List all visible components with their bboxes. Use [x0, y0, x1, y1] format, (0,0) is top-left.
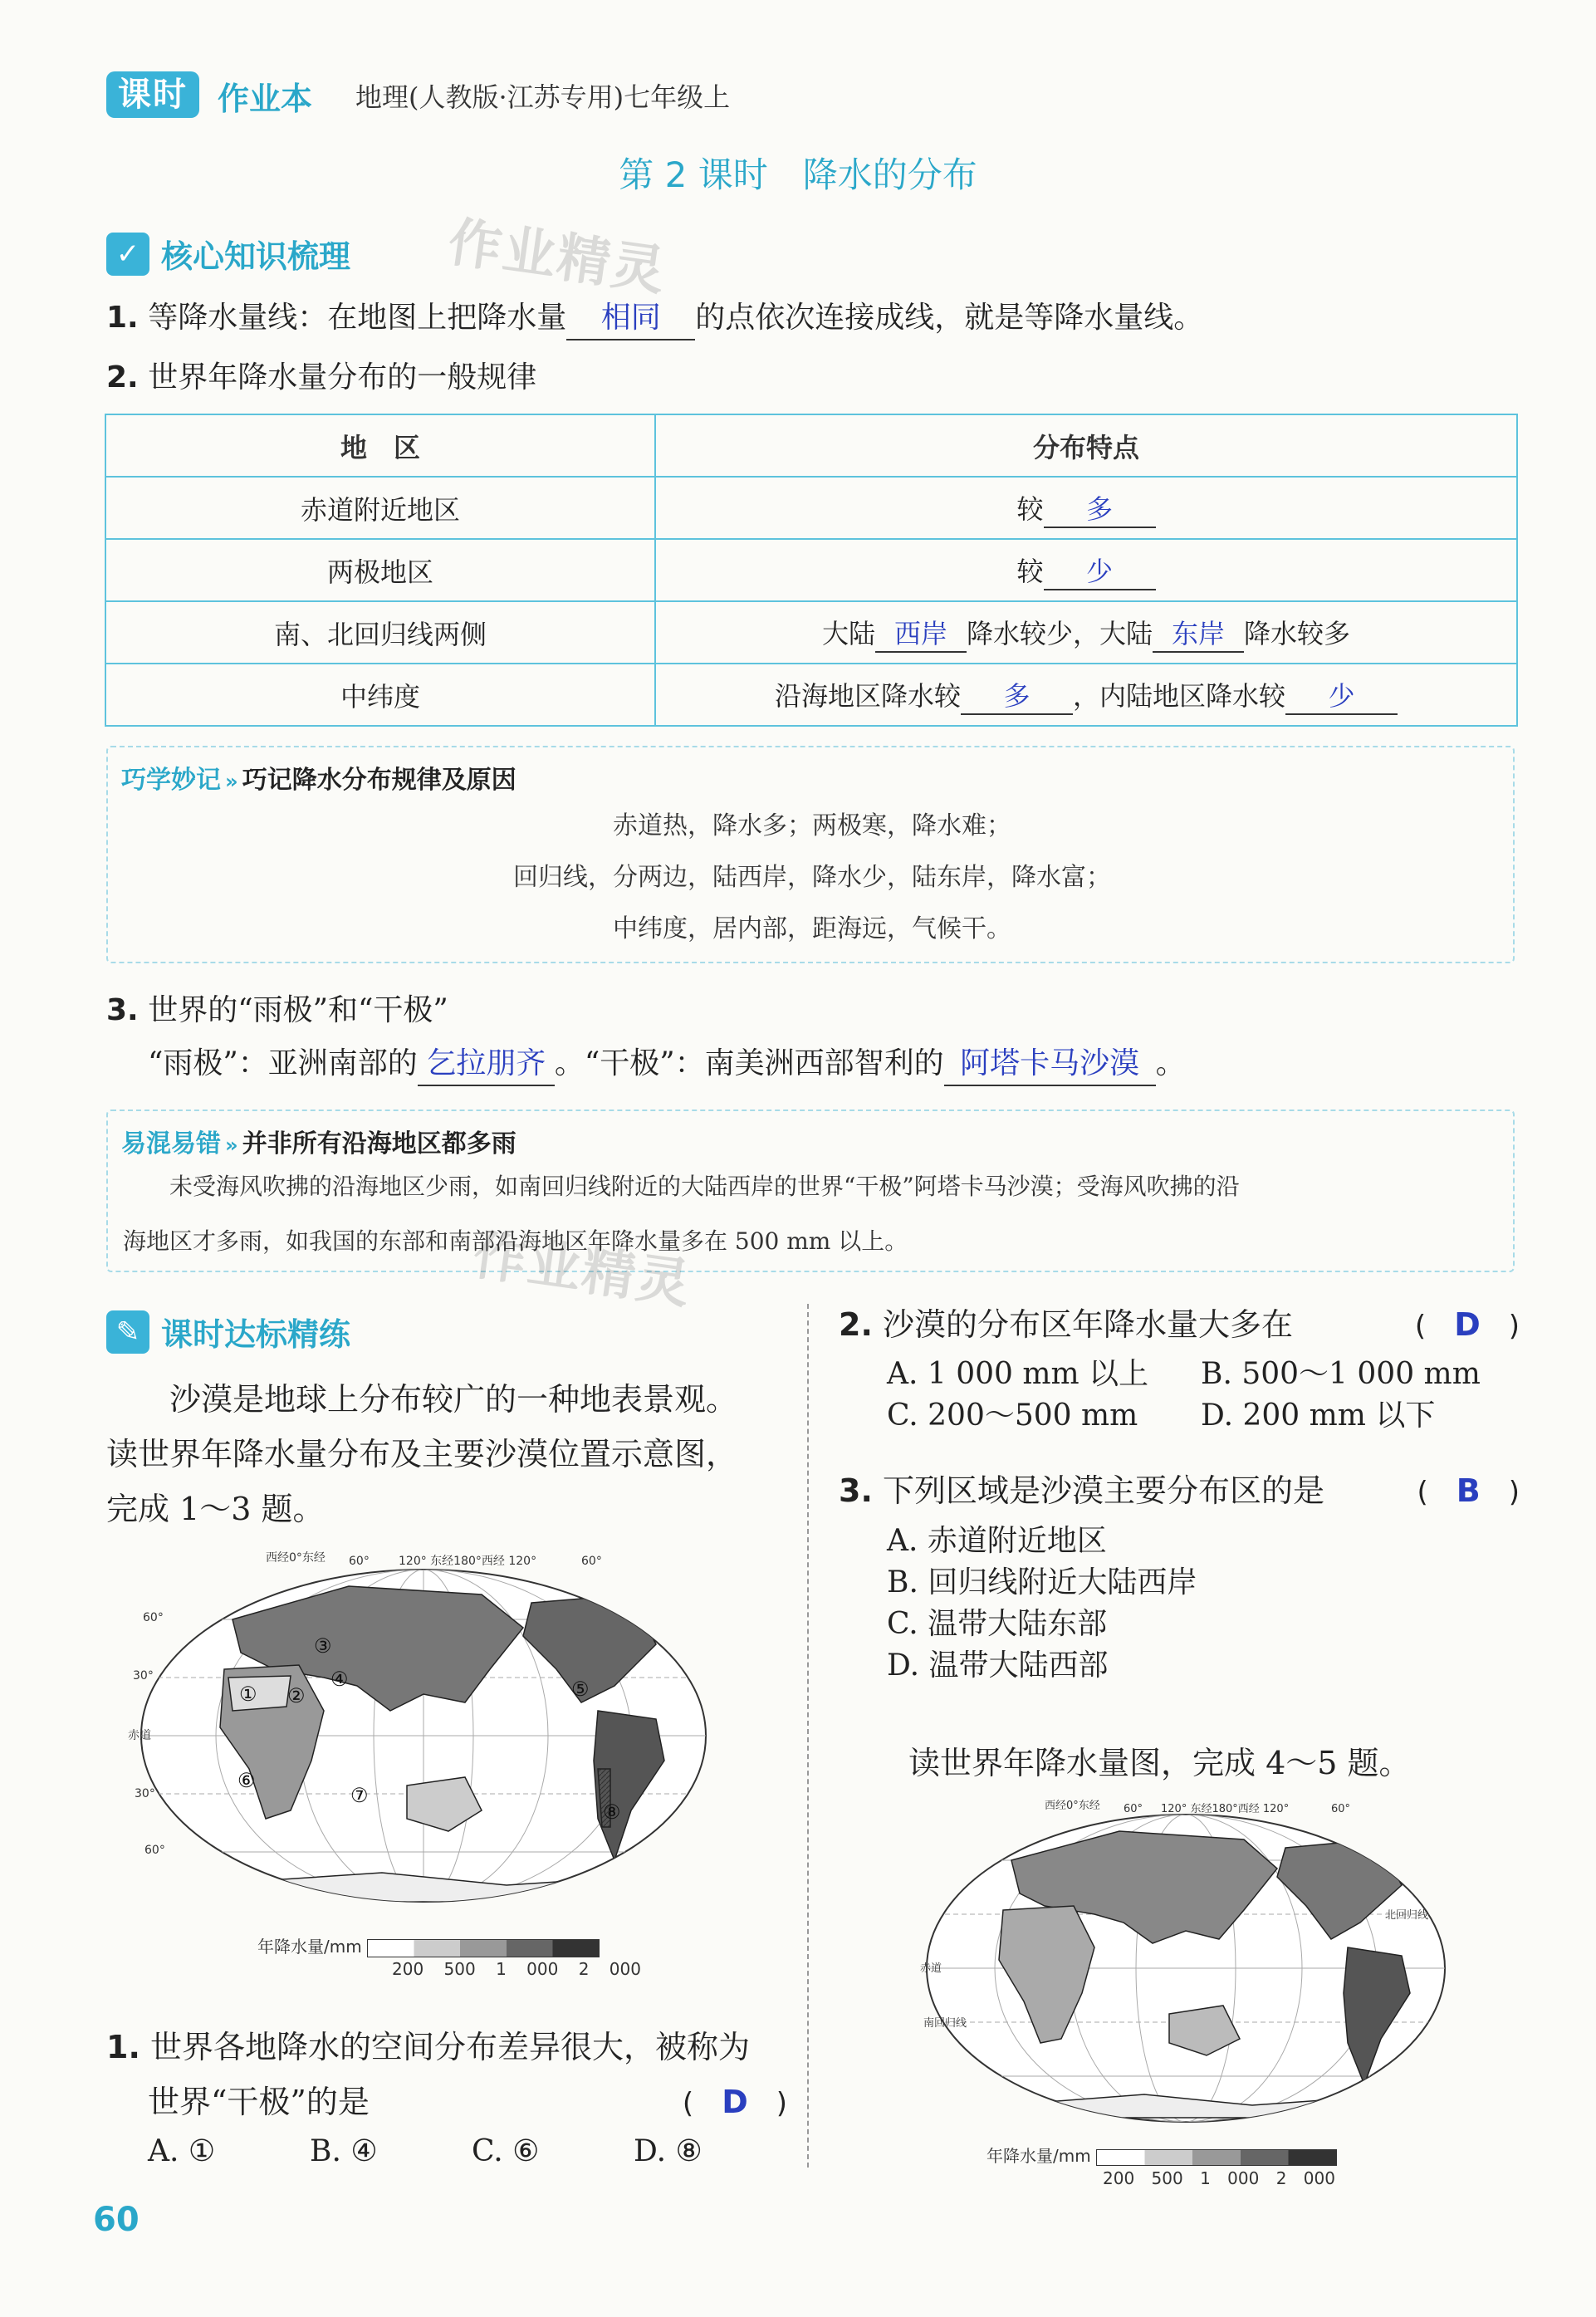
practice-question-2 — [839, 1297, 1520, 1437]
feature-text: 沿海地区降水较 — [774, 679, 961, 712]
marker-8: ⑧ — [603, 1800, 621, 1824]
marker-5: ⑤ — [571, 1678, 590, 1701]
practice-intro — [106, 1372, 737, 1536]
feature-answer: 多 — [961, 675, 1073, 715]
pq1-option: D. ⑧ — [634, 2134, 703, 2168]
practice-question-1 — [106, 2020, 787, 2172]
marker-3: ③ — [314, 1634, 332, 1658]
map2-legend — [986, 2143, 1337, 2188]
q3-num: 3. — [106, 993, 139, 1027]
page-number: 60 — [93, 2201, 140, 2239]
side-label: 北回归线 — [1385, 1909, 1429, 1922]
side-label: 30° — [133, 1669, 154, 1683]
pq1-num: 1. — [106, 2029, 140, 2065]
watermark: 作业精灵 — [444, 211, 671, 303]
pencil-icon: ✎ — [106, 1310, 149, 1354]
top-label: 60° — [1331, 1803, 1351, 1815]
feature-answer: 东岸 — [1153, 613, 1244, 653]
brand-title: 作业本 — [218, 81, 313, 117]
pq2-num: 2. — [839, 1306, 873, 1343]
feature-text: 大陆 — [821, 617, 875, 649]
feature-cell — [655, 664, 1517, 726]
question-4-5-intro: 读世界年降水量图，完成 4～5 题。 — [908, 1745, 1411, 1781]
feature-answer: 少 — [1044, 551, 1156, 590]
feature-answer: 西岸 — [875, 613, 967, 653]
rhyme-line: 回归线，分两边，陆西岸，降水少，陆东岸，降水富； — [513, 863, 1111, 892]
tip-title: 巧记降水分布规律及原因 — [242, 766, 516, 795]
table-header-row — [105, 414, 1517, 477]
q3-text: 世界的“雨极”和“干极” — [148, 993, 448, 1027]
legend-tick: 500 — [443, 1959, 476, 1979]
q3-answer-rain-pole: 乞拉朋齐 — [418, 1043, 555, 1086]
side-label: 南回归线 — [923, 2017, 967, 2030]
marker-7: ⑦ — [350, 1784, 369, 1807]
common-mistake-box — [106, 1110, 1515, 1272]
feature-cell — [655, 539, 1517, 601]
map1-legend — [257, 1933, 641, 1979]
top-label: 60° — [581, 1555, 602, 1568]
pq1-text: 世界各地降水的空间分布差异很大，被称为 — [149, 2029, 750, 2065]
side-label: 赤道 — [128, 1729, 151, 1742]
lesson-title: 第 2 课时 降水的分布 — [619, 154, 977, 195]
legend-tick: 1 000 — [496, 1959, 559, 1979]
region-cell: 中纬度 — [105, 664, 655, 726]
section-knowledge-title: 核心知识梳理 — [161, 238, 351, 275]
pq1-answer-paren: ( D ) — [682, 2084, 787, 2120]
question-3-answer-line — [148, 1043, 1186, 1086]
section-knowledge-heading — [106, 231, 350, 277]
side-label: 30° — [135, 1787, 155, 1800]
feature-answer: 多 — [1044, 488, 1156, 528]
pq1-option: A. ① — [148, 2134, 216, 2168]
feature-answer: 少 — [1285, 675, 1398, 715]
legend-scale — [367, 1939, 600, 1957]
pq3-num: 3. — [839, 1472, 873, 1509]
pq2-answer: D — [1454, 1306, 1481, 1343]
q2-num: 2. — [106, 360, 139, 394]
q3-answer-dry-pole: 阿塔卡马沙漠 — [944, 1043, 1156, 1086]
pq2-text: 沙漠的分布区年降水量大多在 — [882, 1306, 1293, 1343]
side-label: 60° — [143, 1611, 164, 1624]
table-header-feature: 分布特点 — [655, 414, 1517, 477]
rhyme-line: 中纬度，居内部，距海远，气候干。 — [613, 914, 1011, 943]
pq3-option: D. 温带大陆西部 — [887, 1648, 1109, 1683]
top-label: 西经0°东经 — [266, 1551, 326, 1565]
section-practice-title: 课时达标精练 — [161, 1316, 351, 1353]
checkbox-icon: ✓ — [106, 233, 149, 276]
legend-tick: 200 — [1103, 2168, 1135, 2188]
rhyme-line: 赤道热，降水多；两极寒，降水难； — [613, 811, 1011, 840]
legend-tick: 2 000 — [1275, 2168, 1335, 2188]
tip-label: 巧学妙记 — [121, 766, 221, 795]
world-precipitation-desert-map — [128, 1545, 714, 1979]
top-label: 120° 东经180°西经 120° — [399, 1555, 537, 1568]
q2-text: 世界年降水量分布的一般规律 — [148, 360, 537, 394]
pq2-option: C. 200～500 mm — [887, 1399, 1138, 1433]
note-line: 未受海风吹拂的沿海地区少雨，如南回归线附近的大陆西岸的世界“干极”阿塔卡马沙漠；受海风吹拂的沿 — [169, 1173, 1240, 1200]
q3-line-post: 。 — [1155, 1046, 1186, 1080]
pq3-option: B. 回归线附近大陆西岸 — [887, 1565, 1197, 1599]
table-row — [105, 539, 1517, 601]
legend-tick: 500 — [1151, 2168, 1183, 2188]
top-label: 西经0°东经 — [1045, 1800, 1100, 1812]
brand-logo: 课时 — [106, 71, 199, 118]
tip-label: 易混易错 — [121, 1129, 221, 1158]
legend-tick: 200 — [392, 1959, 424, 1979]
memory-tip-box — [106, 746, 1515, 963]
note-line: 海地区才多雨，如我国的东部和南部沿海地区年降水量多在 500 mm 以上。 — [123, 1227, 908, 1255]
pq2-option: B. 500～1 000 mm — [1201, 1357, 1481, 1391]
feature-text: 降水较少，大陆 — [966, 617, 1153, 649]
legend-title: 年降水量/mm — [257, 1937, 362, 1957]
watermark: 作业精灵 — [469, 1224, 696, 1316]
pq2-option: D. 200 mm 以下 — [1201, 1399, 1436, 1433]
feature-text: 降水较多 — [1244, 617, 1351, 649]
q3-line-pre: “雨极”：亚洲南部的 — [148, 1046, 418, 1080]
region-cell: 两极地区 — [105, 539, 655, 601]
pq2-option: A. 1 000 mm 以上 — [887, 1357, 1149, 1391]
pq1-text: 世界“干极”的是 — [148, 2084, 370, 2120]
precipitation-distribution-table — [105, 414, 1518, 727]
legend-scale — [1096, 2149, 1337, 2166]
region-cell: 赤道附近地区 — [105, 477, 655, 539]
legend-tick: 1 000 — [1200, 2168, 1260, 2188]
top-label: 60° — [349, 1555, 370, 1568]
pq3-answer-paren: ( B ) — [1417, 1472, 1520, 1509]
tip-note — [123, 1159, 1501, 1269]
section-practice-heading — [106, 1309, 350, 1354]
marker-2: ② — [287, 1684, 306, 1707]
intro-line: 读世界年降水量分布及主要沙漠位置示意图， — [106, 1436, 738, 1472]
chevron-right-icon: » — [225, 770, 238, 793]
pq3-option: C. 温带大陆东部 — [887, 1607, 1108, 1641]
top-label: 60° — [1124, 1803, 1143, 1815]
pq2-answer-paren: ( D ) — [1414, 1306, 1520, 1343]
side-label: 赤道 — [920, 1962, 942, 1975]
book-subtitle: 地理(人教版·江苏专用)七年级上 — [355, 81, 731, 113]
side-label: 60° — [144, 1844, 165, 1857]
marker-1: ① — [239, 1683, 257, 1706]
marker-4: ④ — [330, 1668, 349, 1691]
top-label: 120° 东经180°西经 120° — [1161, 1803, 1290, 1815]
q3-line-mid: 。“干极”：南美洲西部智利的 — [554, 1046, 944, 1080]
q1-num: 1. — [106, 301, 139, 335]
region-cell: 南、北回归线两侧 — [105, 601, 655, 664]
feature-cell — [655, 601, 1517, 664]
marker-6: ⑥ — [237, 1769, 256, 1792]
pq1-option: B. ④ — [310, 2134, 378, 2168]
feature-text: 较 — [1016, 555, 1044, 587]
legend-tick: 2 000 — [578, 1959, 641, 1979]
q1-pre: 等降水量线：在地图上把降水量 — [148, 301, 567, 335]
legend-title: 年降水量/mm — [986, 2146, 1091, 2166]
intro-line: 沙漠是地球上分布较广的一种地表景观。 — [169, 1381, 738, 1418]
tip-title: 并非所有沿海地区都多雨 — [242, 1129, 516, 1158]
q1-post: 的点依次连接成线，就是等降水量线。 — [695, 301, 1204, 335]
question-3 — [106, 990, 448, 1031]
pq3-answer: B — [1456, 1472, 1481, 1509]
tip-rhyme — [108, 801, 1516, 955]
pq1-answer: D — [722, 2084, 748, 2120]
column-divider — [807, 1304, 809, 2168]
q1-answer: 相同 — [566, 297, 695, 340]
practice-question-3 — [839, 1463, 1520, 1687]
question-1 — [106, 297, 1203, 340]
pq3-option: A. 赤道附近地区 — [887, 1524, 1107, 1558]
table-row — [105, 601, 1517, 664]
feature-text: 较 — [1016, 492, 1044, 525]
chevron-right-icon: » — [225, 1134, 238, 1157]
feature-text: ，内陆地区降水较 — [1073, 679, 1286, 712]
world-annual-precipitation-map — [920, 1794, 1452, 2188]
feature-cell — [655, 477, 1517, 539]
question-2 — [106, 357, 536, 399]
pq3-text: 下列区域是沙漠主要分布区的是 — [882, 1472, 1324, 1509]
pq1-option: C. ⑥ — [472, 2134, 540, 2168]
intro-line: 完成 1～3 题。 — [106, 1491, 325, 1527]
table-header-region: 地 区 — [105, 414, 655, 477]
table-row — [105, 477, 1517, 539]
table-row — [105, 664, 1517, 726]
